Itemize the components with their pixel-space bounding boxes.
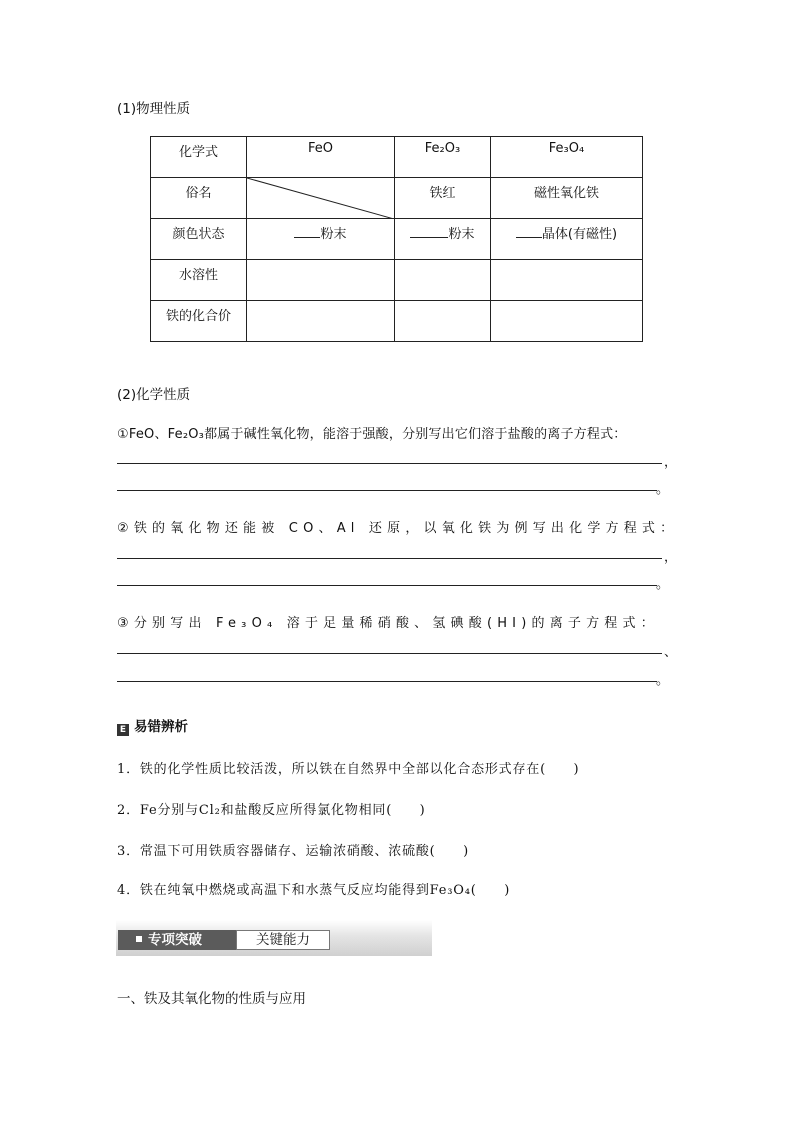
- diagonal-line: [247, 178, 394, 219]
- answer-line[interactable]: [117, 653, 662, 654]
- banner-light-tab: 关键能力: [236, 930, 330, 950]
- header-cell: 化学式: [151, 137, 247, 178]
- table-row: [151, 260, 643, 301]
- question-2-text: ②铁的氧化物还能被 CO、Al 还原，以氧化铁为例写出化学方程式：: [117, 521, 679, 536]
- error-badge-icon: E: [117, 724, 129, 736]
- answer-line[interactable]: [117, 490, 657, 491]
- table-cell[interactable]: [247, 301, 395, 342]
- square-bullet-icon: [136, 936, 142, 942]
- fill-blank[interactable]: [294, 224, 320, 238]
- table-header-row: [151, 137, 643, 178]
- fill-blank[interactable]: [516, 224, 542, 238]
- table-cell[interactable]: [247, 260, 395, 301]
- judge-item: 2．Fe分别与Cl₂和盐酸反应所得氯化物相同( ): [117, 803, 426, 818]
- section-title-physical: (1)物理性质: [117, 101, 191, 117]
- answer-line[interactable]: [117, 558, 662, 559]
- section-title-chemical: (2)化学性质: [117, 387, 191, 403]
- errors-heading: [117, 715, 188, 736]
- table-cell: 铁红: [395, 178, 491, 219]
- table-cell[interactable]: [491, 301, 643, 342]
- row-label: 铁的化合价: [151, 301, 247, 342]
- answer-line[interactable]: [117, 463, 662, 464]
- answer-line[interactable]: [117, 585, 657, 586]
- header-cell: Fe₃O₄: [491, 137, 643, 178]
- row-label: 水溶性: [151, 260, 247, 301]
- separator: 。: [656, 482, 670, 497]
- row-label: 俗名: [151, 178, 247, 219]
- fill-blank[interactable]: [410, 224, 448, 238]
- question-1-text: ①FeO、Fe₂O₃都属于碱性氧化物，能溶于强酸，分别写出它们溶于盐酸的离子方程式：: [117, 427, 627, 442]
- separator: ，: [664, 550, 678, 565]
- diagonal-cell: [247, 178, 395, 219]
- table-row: [151, 178, 643, 219]
- separator: 。: [656, 577, 670, 592]
- table-cell: 粉末: [395, 219, 491, 260]
- header-cell: FeO: [247, 137, 395, 178]
- table-row: [151, 301, 643, 342]
- question-3-text: ③分别写出 Fe₃O₄ 溶于足量稀硝酸、氢碘酸(HI)的离子方程式：: [117, 616, 659, 631]
- subsection-title: 一、铁及其氧化物的性质与应用: [117, 991, 306, 1007]
- separator: ，: [664, 455, 678, 470]
- errors-title: 易错辨析: [134, 719, 188, 735]
- separator: 。: [656, 673, 670, 688]
- judge-item: 4．铁在纯氧中燃烧或高温下和水蒸气反应均能得到Fe₃O₄( ): [117, 883, 511, 898]
- table-cell[interactable]: [395, 301, 491, 342]
- judge-item: 1．铁的化学性质比较活泼，所以铁在自然界中全部以化合态形式存在( ): [117, 762, 580, 777]
- table-cell: 晶体(有磁性): [491, 219, 643, 260]
- properties-table: [150, 136, 643, 342]
- answer-line[interactable]: [117, 681, 657, 682]
- table-cell[interactable]: [395, 260, 491, 301]
- banner-dark-tab: 专项突破: [118, 930, 236, 950]
- table-cell: 磁性氧化铁: [491, 178, 643, 219]
- judge-item: 3．常温下可用铁质容器储存、运输浓硝酸、浓硫酸( ): [117, 844, 470, 859]
- header-cell: Fe₂O₃: [395, 137, 491, 178]
- section-banner: [116, 920, 432, 956]
- separator: 、: [664, 645, 678, 660]
- table-cell: 粉末: [247, 219, 395, 260]
- row-label: 颜色状态: [151, 219, 247, 260]
- table-cell[interactable]: [491, 260, 643, 301]
- table-row: [151, 219, 643, 260]
